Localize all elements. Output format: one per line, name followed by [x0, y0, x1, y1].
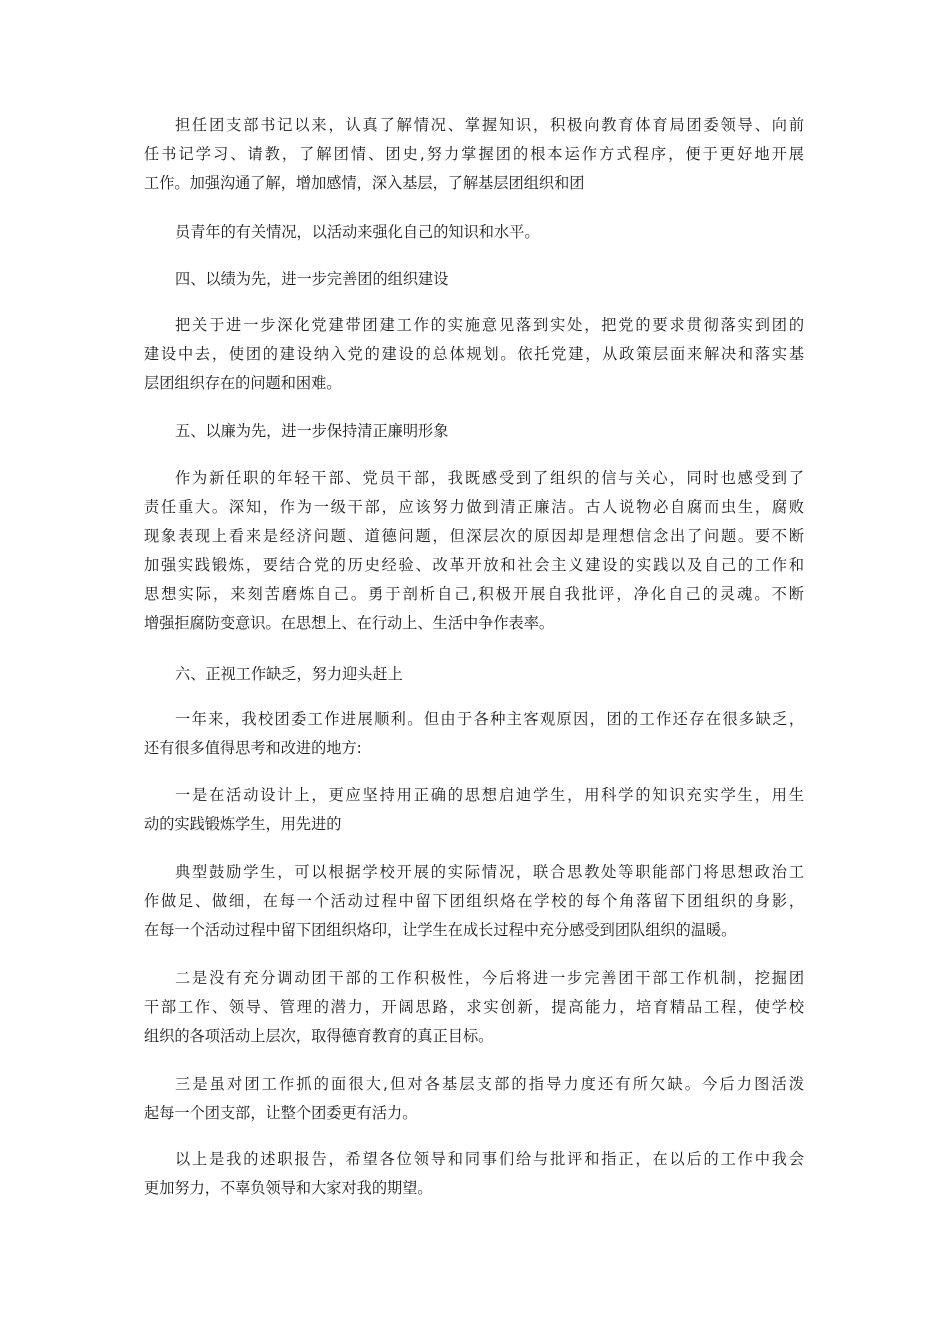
text-line: 责任重大。深知，作为一级干部，应该努力做到清正廉洁。古人说物必自腐而虫生，腐败 [144, 498, 804, 516]
section-heading-5 [144, 417, 804, 446]
text-line: 工作。加强沟通了解，增加感情，深入基层，了解基层团组织和团 [144, 174, 585, 192]
text-line: 还有很多值得思考和改进的地方: [144, 739, 362, 757]
paragraph-point-2 [144, 964, 804, 1051]
text-line: 一年来，我校团委工作进展顺利。但由于各种主客观原因，团的工作还存在很多缺乏， [175, 710, 804, 728]
text-line: 以上是我的述职报告，希望各位领导和同事们给与批评和指正，在以后的工作中我会 [175, 1150, 804, 1168]
paragraph-point-1 [144, 781, 804, 839]
paragraph-point-3 [144, 1070, 804, 1128]
text-line: 干部工作、领导、管理的潜力，开阔思路，求实创新，提高能力，培育精品工程，使学校 [144, 998, 804, 1016]
text-line: 典型鼓励学生，可以根据学校开展的实际情况，联合思教处等职能部门将思想政治工 [175, 863, 804, 881]
text-line: 思想实际，来刻苦磨炼自己。勇于剖析自己,积极开展自我批评，净化自己的灵魂。不断 [144, 585, 804, 603]
text-line: 员青年的有关情况，以活动来强化自己的知识和水平。 [175, 223, 540, 241]
text-line: 建设中去，使团的建设纳入党的建设的总体规划。依托党建，从政策层面来解决和落实基 [144, 345, 804, 363]
text-line: 任书记学习、请教，了解团情、团史,努力掌握团的根本运作方式程序，便于更好地开展 [144, 145, 804, 163]
heading-text: 四、以绩为先，进一步完善团的组织建设 [175, 270, 449, 288]
paragraph-closing [144, 1145, 804, 1203]
paragraph-section-5 [144, 464, 804, 638]
section-heading-6 [144, 660, 804, 689]
text-line: 加强实践锻炼，要结合党的历史经验、改革开放和社会主义建设的实践以及自己的工作和 [144, 556, 804, 574]
paragraph-section-4 [144, 311, 804, 398]
text-line: 起每一个团支部，让整个团委更有活力。 [144, 1104, 418, 1122]
text-line: 把关于进一步深化党建带团建工作的实施意见落到实处，把党的要求贯彻落实到团的 [175, 316, 804, 334]
paragraph-intro-work [144, 111, 804, 198]
text-line: 更加努力，不辜负领导和大家对我的期望。 [144, 1179, 433, 1197]
text-line: 作做足、做细，在每一个活动过程中留下团组织烙在学校的每个角落留下团组织的身影， [144, 892, 804, 910]
paragraph-point-1-continued [144, 858, 804, 945]
heading-text: 五、以廉为先，进一步保持清正廉明形象 [175, 422, 449, 440]
text-line: 在每一个活动过程中留下团组织烙印，让学生在成长过程中充分感受到团队组织的温暖。 [144, 921, 737, 939]
text-line: 三是虽对团工作抓的面很大,但对各基层支部的指导力度还有所欠缺。今后力图活泼 [175, 1075, 804, 1093]
paragraph-intro-continued [144, 218, 804, 247]
text-line: 增强拒腐防变意识。在思想上、在行动上、生活中争作表率。 [144, 614, 555, 632]
text-line: 二是没有充分调动团干部的工作积极性，今后将进一步完善团干部工作机制，挖掘团 [175, 969, 804, 987]
heading-text: 六、正视工作缺乏，努力迎头赶上 [175, 665, 403, 683]
text-line: 现象表现上看来是经济问题、道德问题，但深层次的原因却是理想信念出了问题。要不断 [144, 527, 804, 545]
text-line: 作为新任职的年轻干部、党员干部，我既感受到了组织的信与关心，同时也感受到了 [175, 469, 804, 487]
text-line: 动的实践锻炼学生，用先进的 [144, 815, 342, 833]
text-line: 层团组织存在的问题和困难。 [144, 374, 342, 392]
text-line: 担任团支部书记以来，认真了解情况、掌握知识，积极向教育体育局团委领导、向前 [175, 116, 804, 134]
section-heading-4 [144, 265, 804, 294]
text-line: 一是在活动设计上，更应坚持用正确的思想启迪学生，用科学的知识充实学生，用生 [175, 786, 804, 804]
text-line: 组织的各项活动上层次，取得德育教育的真正目标。 [144, 1027, 494, 1045]
paragraph-section-6 [144, 705, 804, 763]
